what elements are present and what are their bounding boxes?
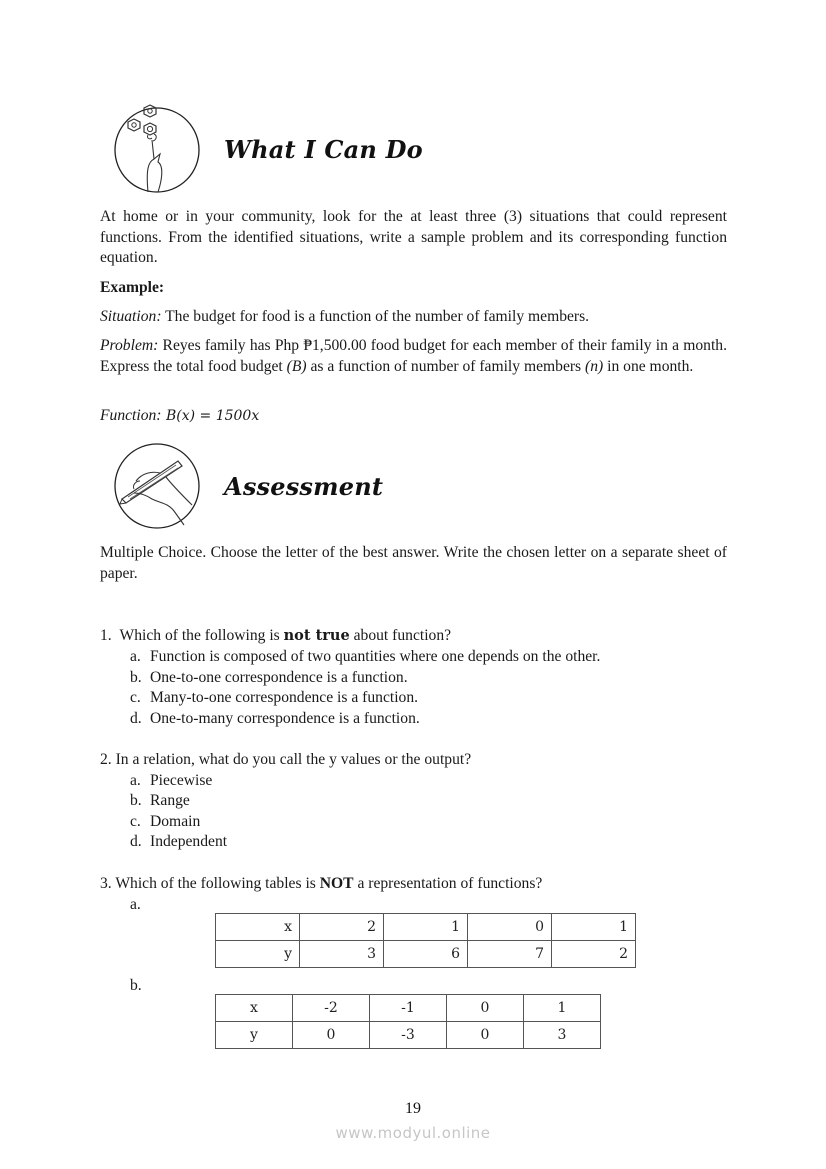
table-cell: 0 xyxy=(447,995,524,1022)
question-3-table-a xyxy=(215,913,636,968)
table-cell: x xyxy=(216,995,293,1022)
question-2-option-d xyxy=(130,832,227,853)
function-equation: B(x) = 1500x xyxy=(161,408,260,424)
question-2-option-a xyxy=(130,771,212,792)
question-3 xyxy=(100,874,542,895)
option-letter: d. xyxy=(130,710,142,727)
question-1-option-b xyxy=(130,668,408,689)
variable-n: (n) xyxy=(585,357,604,375)
question-2 xyxy=(100,750,471,771)
section-title-assessment: Assessment xyxy=(224,471,384,501)
table-cell: 6 xyxy=(384,941,468,968)
page-number: 19 xyxy=(405,1100,421,1117)
table-cell: 1 xyxy=(384,914,468,941)
hand-with-nuts-icon xyxy=(112,104,202,194)
question-text: Which of the following tables is xyxy=(115,875,320,892)
question-3-option-a-label: a. xyxy=(130,896,141,913)
problem-text: in one month. xyxy=(603,357,694,375)
situation-text: The budget for food is a function of the number of family members. xyxy=(161,308,590,325)
what-i-can-do-header xyxy=(112,104,423,194)
question-2-option-c xyxy=(130,812,200,833)
table-cell: 3 xyxy=(300,941,384,968)
variable-b: (B) xyxy=(286,357,307,375)
example-problem xyxy=(100,336,727,377)
table-cell: x xyxy=(216,914,300,941)
question-2-option-b xyxy=(130,791,190,812)
option-letter: a. xyxy=(130,772,141,789)
question-emphasis: not true xyxy=(283,627,350,644)
question-1-option-c xyxy=(130,688,418,709)
question-1-option-a xyxy=(130,647,600,668)
option-letter: c. xyxy=(130,689,141,706)
table-cell: y xyxy=(216,941,300,968)
option-letter: c. xyxy=(130,813,141,830)
problem-label: Problem: xyxy=(100,337,159,354)
table-row-y xyxy=(216,1022,601,1049)
option-text: Function is composed of two quantities where one depends on the other. xyxy=(150,648,601,665)
assessment-header xyxy=(112,441,383,531)
question-1-option-d xyxy=(130,709,420,730)
question-1 xyxy=(100,626,451,647)
question-text: a representation of functions? xyxy=(353,875,543,892)
option-letter: d. xyxy=(130,833,142,850)
question-text: In a relation, what do you call the y values or the output? xyxy=(115,751,472,768)
table-cell: 3 xyxy=(524,1022,601,1049)
option-letter: a. xyxy=(130,648,141,665)
table-cell: -1 xyxy=(370,995,447,1022)
table-cell: 7 xyxy=(468,941,552,968)
question-3-option-b-label: b. xyxy=(130,977,142,994)
assessment-instructions: Multiple Choice. Choose the letter of the best answer. Write the chosen letter on a separate sheet of paper. xyxy=(100,544,727,582)
table-cell: 1 xyxy=(552,914,636,941)
question-3-table-b xyxy=(215,994,601,1049)
option-text: Independent xyxy=(150,833,228,850)
option-letter: b. xyxy=(130,792,142,809)
table-row-x xyxy=(216,914,636,941)
option-text: Domain xyxy=(150,813,201,830)
table-cell: -2 xyxy=(293,995,370,1022)
table-row-y xyxy=(216,941,636,968)
hand-writing-pencil-icon xyxy=(112,441,202,531)
table-cell: y xyxy=(216,1022,293,1049)
option-letter: b. xyxy=(130,669,142,686)
question-text: about function? xyxy=(349,627,452,644)
question-number: 2. xyxy=(100,751,112,768)
question-emphasis: NOT xyxy=(319,875,354,892)
table-cell: 1 xyxy=(524,995,601,1022)
example-function xyxy=(100,406,727,427)
problem-text: Reyes family has Php ₱1,500.00 food budget for each member of their family in a month. Express the total food budget xyxy=(100,337,727,375)
option-text: One-to-many correspondence is a function. xyxy=(150,710,420,727)
table-row-x xyxy=(216,995,601,1022)
situation-label: Situation: xyxy=(100,308,162,325)
table-cell: 0 xyxy=(468,914,552,941)
function-label: Function: xyxy=(100,407,162,424)
option-text: Piecewise xyxy=(150,772,213,789)
table-cell: 2 xyxy=(552,941,636,968)
section-title-what-i-can-do: What I Can Do xyxy=(224,134,423,164)
option-text: Range xyxy=(150,792,190,809)
example-label: Example: xyxy=(100,279,165,296)
table-cell: -3 xyxy=(370,1022,447,1049)
example-situation xyxy=(100,307,727,328)
question-number: 3. xyxy=(100,875,112,892)
problem-text: as a function of number of family members xyxy=(306,357,586,375)
what-i-can-do-instructions: At home or in your community, look for the at least three (3) situations that could represent functions. From the identified situations, write a sample problem and its corresponding function equation. xyxy=(100,208,727,267)
watermark-text: www.modyul.online xyxy=(335,1124,491,1142)
table-cell: 0 xyxy=(447,1022,524,1049)
option-text: Many-to-one correspondence is a function. xyxy=(150,689,419,706)
question-text: Which of the following is xyxy=(119,627,284,644)
table-cell: 0 xyxy=(293,1022,370,1049)
question-number: 1. xyxy=(100,627,112,644)
option-text: One-to-one correspondence is a function. xyxy=(150,669,408,686)
table-cell: 2 xyxy=(300,914,384,941)
